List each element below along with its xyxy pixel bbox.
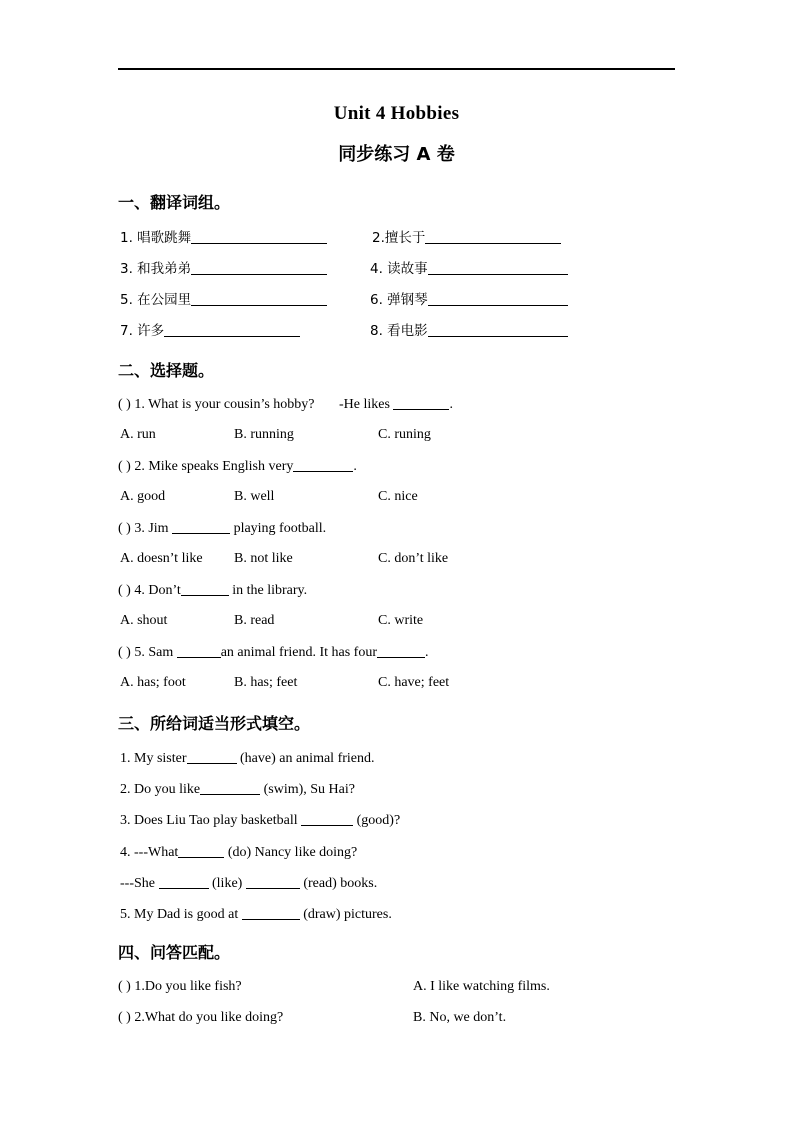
choice-question-5-number: 5.: [134, 645, 145, 660]
translate-item-3: [120, 260, 327, 279]
choice-question-1-blank[interactable]: [393, 396, 449, 410]
match-row-1-text: 1.Do you like fish?: [134, 979, 242, 994]
choice-4-option-b[interactable]: B. read: [234, 613, 275, 628]
fill-item-1-post: (have) an animal friend.: [240, 751, 375, 766]
translate-item-6: [370, 291, 568, 310]
match-row-1-bracket[interactable]: ( ): [118, 979, 131, 994]
fill-item-4b-post: (like): [212, 876, 243, 891]
choice-question-3-bracket[interactable]: ( ): [118, 521, 131, 536]
fill-item-5: [120, 906, 392, 924]
translate-item-5-blank[interactable]: [191, 292, 327, 306]
translate-item-3-blank[interactable]: [191, 261, 327, 275]
choice-5-option-a[interactable]: A. has; foot: [120, 675, 186, 690]
translate-item-5: [120, 291, 327, 310]
fill-item-2-blank[interactable]: [200, 781, 260, 795]
choice-question-1-text: What is your cousin’s hobby?: [148, 397, 315, 412]
translate-item-4: [370, 260, 568, 279]
match-row-2-question: [118, 1009, 283, 1027]
choice-3-option-b[interactable]: B. not like: [234, 551, 293, 566]
choice-question-3: [118, 520, 326, 538]
choice-3-option-c[interactable]: C. don’t like: [378, 551, 449, 566]
fill-item-3-pre: 3. Does Liu Tao play basketball: [120, 813, 298, 828]
fill-item-5-pre: 5. My Dad is good at: [120, 907, 239, 922]
fill-item-1-blank[interactable]: [187, 750, 237, 764]
choice-4-option-a[interactable]: A. shout: [120, 613, 168, 628]
choice-question-1-answer-stub: -He likes: [339, 397, 390, 412]
choice-1-option-b[interactable]: B. running: [234, 427, 294, 442]
choice-question-1-number: 1.: [134, 397, 145, 412]
translate-item-6-blank[interactable]: [428, 292, 568, 306]
fill-item-2: [120, 781, 355, 799]
choice-question-5-blank[interactable]: [177, 644, 221, 658]
section-heading-1: 一、翻译词组。: [118, 193, 231, 212]
choice-5-option-b[interactable]: B. has; feet: [234, 675, 298, 690]
choice-3-option-a[interactable]: A. doesn’t like: [120, 551, 203, 566]
fill-item-3-blank[interactable]: [301, 812, 353, 826]
choice-question-1: [118, 396, 453, 414]
page-subtitle: 同步练习 A 卷: [338, 144, 455, 165]
fill-item-4b: [120, 875, 377, 893]
choice-question-2: [118, 458, 357, 476]
choice-question-5-bracket[interactable]: ( ): [118, 645, 131, 660]
fill-item-4-pre: 4. ---What: [120, 845, 179, 860]
fill-item-4b-post2: (read) books.: [303, 876, 378, 891]
choice-question-4-bracket[interactable]: ( ): [118, 583, 131, 598]
choice-question-4-number: 4.: [134, 583, 145, 598]
translate-item-4-blank[interactable]: [428, 261, 568, 275]
translate-item-1-blank[interactable]: [191, 230, 327, 244]
fill-item-1: [120, 750, 375, 768]
translate-item-7-blank[interactable]: [164, 323, 300, 337]
translate-item-3-label: 3. 和我弟弟: [120, 261, 192, 277]
choice-question-2-blank[interactable]: [293, 458, 353, 472]
choice-question-5: [118, 644, 429, 662]
fill-item-4-blank[interactable]: [178, 844, 224, 858]
fill-item-4: [120, 844, 357, 862]
page-title: Unit 4 Hobbies: [333, 103, 460, 124]
fill-item-1-pre: 1. My sister: [120, 751, 187, 766]
choice-2-option-c[interactable]: C. nice: [378, 489, 418, 504]
translate-item-6-label: 6. 弹钢琴: [370, 292, 428, 308]
fill-item-4-post: (do) Nancy like doing?: [227, 845, 358, 860]
match-row-1-answer[interactable]: A. I like watching films.: [413, 979, 550, 994]
translate-item-5-label: 5. 在公园里: [120, 292, 192, 308]
choice-question-3-text: Jim: [148, 521, 169, 536]
match-row-2-text: 2.What do you like doing?: [134, 1010, 284, 1025]
translate-item-1: [120, 229, 327, 248]
translate-item-1-label: 1. 唱歌跳舞: [120, 230, 192, 246]
translate-item-7: [120, 322, 300, 341]
match-row-1-question: [118, 978, 242, 996]
translate-item-2: [372, 229, 561, 248]
match-row-2-answer[interactable]: B. No, we don’t.: [413, 1010, 507, 1025]
choice-question-2-punct: .: [353, 459, 357, 474]
fill-item-2-pre: 2. Do you like: [120, 782, 201, 797]
section-heading-2: 二、选择题。: [118, 361, 215, 380]
fill-item-3: [120, 812, 400, 830]
translate-item-8-blank[interactable]: [428, 323, 568, 337]
section-heading-3: 三、所给词适当形式填空。: [118, 714, 311, 733]
choice-question-5-punct: .: [425, 645, 429, 660]
choice-question-4-blank[interactable]: [181, 582, 229, 596]
choice-4-option-c[interactable]: C. write: [378, 613, 424, 628]
choice-question-2-text: Mike speaks English very: [148, 459, 294, 474]
choice-question-3-tail: playing football.: [233, 521, 327, 536]
fill-item-4b-blank[interactable]: [159, 875, 209, 889]
section-heading-4: 四、问答匹配。: [118, 943, 231, 962]
choice-question-1-punct: .: [449, 397, 453, 412]
translate-item-8: [370, 322, 568, 341]
fill-item-5-blank[interactable]: [242, 906, 300, 920]
header-rule: [118, 68, 675, 70]
match-row-2-bracket[interactable]: ( ): [118, 1010, 131, 1025]
choice-question-1-bracket[interactable]: ( ): [118, 397, 131, 412]
choice-question-4-text: Don’t: [148, 583, 181, 598]
choice-1-option-c[interactable]: C. runing: [378, 427, 431, 442]
translate-item-7-label: 7. 许多: [120, 323, 165, 339]
choice-question-4: [118, 582, 307, 600]
fill-item-3-post: (good)?: [356, 813, 401, 828]
translate-item-2-label: 2.擅长于: [372, 230, 426, 246]
choice-question-5-blank-2[interactable]: [377, 644, 425, 658]
choice-question-2-number: 2.: [134, 459, 145, 474]
choice-question-3-blank[interactable]: [172, 520, 230, 534]
choice-question-2-bracket[interactable]: ( ): [118, 459, 131, 474]
fill-item-2-post: (swim), Su Hai?: [263, 782, 355, 797]
choice-1-option-a[interactable]: A. run: [120, 427, 156, 442]
choice-question-5-tail: an animal friend. It has four: [220, 645, 377, 660]
translate-item-4-label: 4. 读故事: [370, 261, 428, 277]
choice-5-option-c[interactable]: C. have; feet: [378, 675, 450, 690]
choice-question-3-number: 3.: [134, 521, 145, 536]
fill-item-5-post: (draw) pictures.: [303, 907, 392, 922]
choice-question-5-text: Sam: [148, 645, 174, 660]
translate-item-2-blank[interactable]: [425, 230, 561, 244]
choice-2-option-a[interactable]: A. good: [120, 489, 166, 504]
fill-item-4b-pre: ---She: [120, 876, 155, 891]
translate-item-8-label: 8. 看电影: [370, 323, 428, 339]
fill-item-4b-blank-2[interactable]: [246, 875, 300, 889]
choice-question-4-tail: in the library.: [232, 583, 308, 598]
choice-2-option-b[interactable]: B. well: [234, 489, 275, 504]
